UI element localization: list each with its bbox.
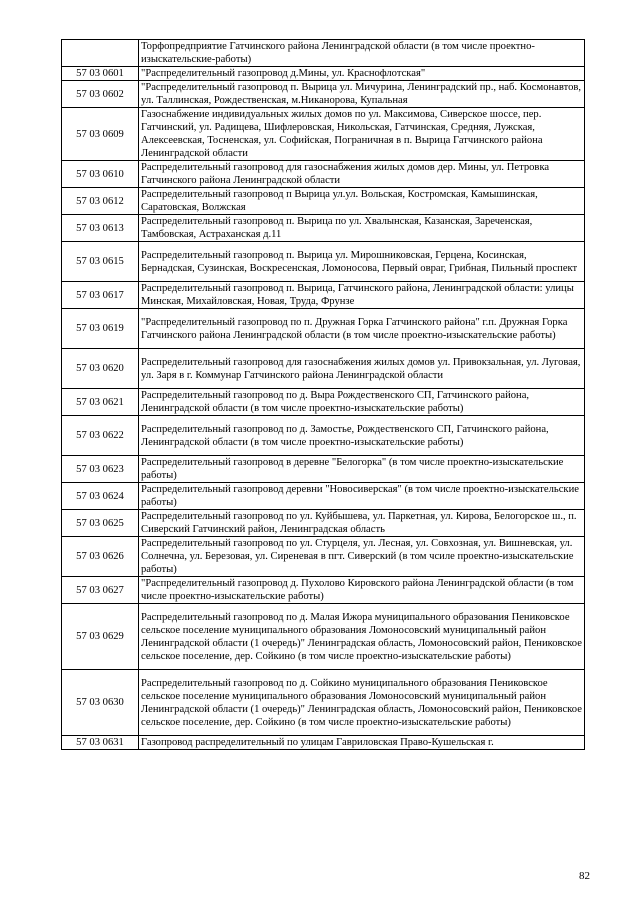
object-description-cell: Распределительный газопровод по д. Сойкино муниципального образования Пениковское сельское поселение муниципального образования Ломоносовский муниципальный район Ленинградской области (1 очередь)" Ленинградская область, Ломоносовский район, Пениковское сельское поселение, дер. Сойкино (в том числе проектно-изыскательские работы): [139, 670, 585, 736]
table-row: [62, 736, 585, 750]
object-code-cell: 57 03 0601: [62, 67, 139, 81]
object-code-cell: 57 03 0612: [62, 188, 139, 215]
table-row: [62, 604, 585, 670]
object-code-cell: 57 03 0622: [62, 416, 139, 456]
object-code-cell: 57 03 0619: [62, 309, 139, 349]
object-description-cell: Распределительный газопровод по д. Замостье, Рождественского СП, Гатчинского района, Ленинградской области (в том числе проектно-изыскательские работы): [139, 416, 585, 456]
object-code-cell: 57 03 0631: [62, 736, 139, 750]
object-description-cell: Распределительный газопровод по д. Малая Ижора муниципального образования Пениковское сельское поселение муниципального образования Ломоносовский муниципальный район Ленинградской области (1 очередь)" Ленинградская область, Ломоносовский район, Пениковское сельское поселение, дер. Сойкино (в том числе проектно-изыскательские работы): [139, 604, 585, 670]
table-row: [62, 510, 585, 537]
table-body: [62, 40, 585, 750]
table-row: [62, 670, 585, 736]
object-description-cell: Газоснабжение индивидуальных жилых домов по ул. Максимова, Сиверское шоссе, пер. Гатчинский, ул. Радищева, Шифлеровская, Никольская, Гатчинская, Средняя, Лужская, Алексеевская, Тосненская, ул. Софийская, Пограничная в п. Вырица Гатчинского района Ленинградской области: [139, 108, 585, 161]
object-description-cell: "Распределительный газопровод д. Пухолово Кировского района Ленинградской области (в том числе проектно-изыскательские работы): [139, 577, 585, 604]
object-description-cell: "Распределительный газопровод д.Мины, ул. Краснофлотская": [139, 67, 585, 81]
object-code-cell: 57 03 0624: [62, 483, 139, 510]
page-number: 82: [579, 870, 590, 882]
object-code-cell: 57 03 0623: [62, 456, 139, 483]
table-row: [62, 67, 585, 81]
table-row: [62, 188, 585, 215]
object-description-cell: Распределительный газопровод в деревне "Белогорка" (в том числе проектно-изыскательские работы): [139, 456, 585, 483]
object-description-cell: Распределительный газопровод п Вырица ул.ул. Вольская, Костромская, Камышинская, Саратовская, Волжская: [139, 188, 585, 215]
object-description-cell: Торфопредприятие Гатчинского района Ленинградской области (в том числе проектно-изыскательские-работы): [139, 40, 585, 67]
table-row: [62, 483, 585, 510]
object-description-cell: Газопровод распределительный по улицам Гавриловская Право-Кушельская г.: [139, 736, 585, 750]
object-code-cell: 57 03 0629: [62, 604, 139, 670]
table-row: [62, 537, 585, 577]
table-row: [62, 309, 585, 349]
object-code-cell: 57 03 0625: [62, 510, 139, 537]
object-code-cell: 57 03 0627: [62, 577, 139, 604]
object-description-cell: Распределительный газопровод деревни "Новосиверская" (в том числе проектно-изыскательские работы): [139, 483, 585, 510]
object-code-cell: 57 03 0615: [62, 242, 139, 282]
object-code-cell: 57 03 0621: [62, 389, 139, 416]
object-code-cell: 57 03 0617: [62, 282, 139, 309]
object-code-cell: 57 03 0626: [62, 537, 139, 577]
object-code-cell: 57 03 0620: [62, 349, 139, 389]
object-description-cell: Распределительный газопровод п. Вырица по ул. Хвалынская, Казанская, Зареченская, Тамбовская, Астраханская д.11: [139, 215, 585, 242]
object-code-cell: [62, 40, 139, 67]
table-row: [62, 282, 585, 309]
object-description-cell: Распределительный газопровод п. Вырица, Гатчинского района, Ленинградской области: улицы Минская, Михайловская, Новая, Труда, Фрунзе: [139, 282, 585, 309]
table-row: [62, 456, 585, 483]
object-code-cell: 57 03 0610: [62, 161, 139, 188]
object-description-cell: Распределительный газопровод по д. Выра Рождественского СП, Гатчинского района, Ленинградской области (в том числе проектно-изыскательские работы): [139, 389, 585, 416]
table-row: [62, 108, 585, 161]
object-description-cell: Распределительный газопровод по ул. Куйбышева, ул. Паркетная, ул. Кирова, Белогорское ш., п. Сиверский Гатчинский район, Ленинградская область: [139, 510, 585, 537]
object-description-cell: Распределительный газопровод для газоснабжения жилых домов дер. Мины, ул. Петровка Гатчинского района Ленинградской области: [139, 161, 585, 188]
table-row: [62, 349, 585, 389]
table-row: [62, 40, 585, 67]
object-code-cell: 57 03 0613: [62, 215, 139, 242]
object-code-cell: 57 03 0602: [62, 81, 139, 108]
table-row: [62, 389, 585, 416]
object-description-cell: "Распределительный газопровод по п. Дружная Горка Гатчинского района" г.п. Дружная Горка Гатчинского района Ленинградской области (в том числе проектно-изыскательские работы): [139, 309, 585, 349]
table-row: [62, 577, 585, 604]
object-code-cell: 57 03 0630: [62, 670, 139, 736]
table-row: [62, 161, 585, 188]
table-row: [62, 215, 585, 242]
object-description-cell: Распределительный газопровод п. Вырица ул. Мирошниковская, Герцена, Косинская, Бернадская, Сузинская, Воскресенская, Ломоносова, Первый овраг, Грибная, Пильный проспект: [139, 242, 585, 282]
object-description-cell: Распределительный газопровод по ул. Стурцеля, ул. Лесная, ул. Совхозная, ул. Вишневская, ул. Солнечна, ул. Березовая, ул. Сиреневая в пгт. Сиверский (в том чсиле проектно-изыскательские работы): [139, 537, 585, 577]
table-row: [62, 242, 585, 282]
table-row: [62, 81, 585, 108]
object-description-cell: "Распределительный газопровод п. Вырица ул. Мичурина, Ленинградский пр., наб. Космонавтов, ул. Таллинская, Рождественская, м.Никанорова, Купальная: [139, 81, 585, 108]
table-row: [62, 416, 585, 456]
object-description-cell: Распределительный газопровод для газоснабжения жилых домов ул. Привокзальная, ул. Луговая, ул. Заря в г. Коммунар Гатчинского района Ленинградской области: [139, 349, 585, 389]
gas-pipeline-register-table: [61, 39, 585, 750]
object-code-cell: 57 03 0609: [62, 108, 139, 161]
